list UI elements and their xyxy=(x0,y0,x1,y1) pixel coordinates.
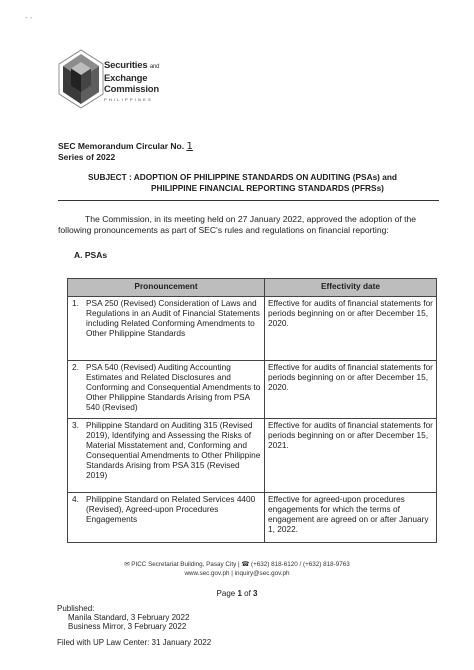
pronouncements-table xyxy=(67,278,437,543)
sec-logo-icon xyxy=(57,48,105,110)
header-effectivity: Effectivity date xyxy=(265,279,437,297)
subject xyxy=(88,172,397,194)
row-number: 2. xyxy=(68,361,85,419)
row-pronouncement: Philippine Standard on Auditing 315 (Revised 2019), Identifying and Assessing the Risks of Material Misstatement and, Conforming and Consequential Amendments to Other Philippine Standards Arising from PSA 315 (Revised 2019) xyxy=(84,419,265,493)
intro-line1: The Commission, in its meeting held on 27 January 2022, approved the adoption of the xyxy=(85,214,417,224)
memo-header xyxy=(58,141,193,163)
page-number xyxy=(0,589,474,598)
row-pronouncement: Philippine Standard on Related Services 4400 (Revised), Agreed-upon Procedures Engagements xyxy=(84,493,265,543)
corner-mark: - - xyxy=(25,13,33,22)
row-effectivity: Effective for audits of financial statements for periods beginning on or after December 15, 2020. xyxy=(265,361,437,419)
row-number: 3. xyxy=(68,419,85,493)
page-current: 1 xyxy=(237,589,242,598)
page-total: 3 xyxy=(253,589,258,598)
logo-line3: Commission xyxy=(104,84,160,95)
logo-line4: PHILIPPINES xyxy=(104,97,153,102)
divider xyxy=(58,200,439,201)
table-header-row xyxy=(68,279,437,297)
sec-logo-text xyxy=(104,60,159,105)
subject-line1: SUBJECT : ADOPTION OF PHILIPPINE STANDARDS ON AUDITING (PSAs) and xyxy=(88,172,397,182)
row-number: 1. xyxy=(68,297,85,361)
row-effectivity: Effective for audits of financial statements for periods beginning on or after December 15, 2021. xyxy=(265,419,437,493)
memo-number: 1 xyxy=(186,141,193,152)
row-pronouncement: PSA 250 (Revised) Consideration of Laws and Regulations in an Audit of Financial Statements including Related Conforming Amendments to Other Philippine Standards xyxy=(84,297,265,361)
intro-line2: following pronouncements as part of SEC's rules and regulations on financial reporting: xyxy=(58,225,389,235)
row-effectivity: Effective for agreed-upon procedures engagements for which the terms of engagement are agreed on or after January 1, 2022. xyxy=(265,493,437,543)
row-number: 4. xyxy=(68,493,85,543)
memo-label: SEC Memorandum Circular No. xyxy=(58,141,185,151)
footer-address: ✉ PICC Secretariat Building, Pasay City | ☎ (+632) 818-6120 / (+632) 818-9763 xyxy=(124,561,350,568)
table-row xyxy=(68,419,437,493)
row-effectivity: Effective for audits of financial statements for periods beginning on or after December 15, 2020. xyxy=(265,297,437,361)
published-item: Business Mirror, 3 February 2022 xyxy=(68,622,187,631)
logo-line1-suffix: and xyxy=(149,64,160,70)
intro-paragraph xyxy=(58,214,440,236)
logo-line2: Exchange xyxy=(104,73,148,84)
section-heading: A. PSAs xyxy=(74,250,108,260)
page-of: of xyxy=(241,589,254,598)
page-prefix: Page xyxy=(216,589,238,598)
published-label: Published: xyxy=(57,604,95,613)
row-pronouncement: PSA 540 (Revised) Auditing Accounting Estimates and Related Disclosures and Conforming and Consequential Amendments to Other Philippine Standards Arising from PSA 540 (Revised) xyxy=(84,361,265,419)
subject-line2: PHILIPPINE FINANCIAL REPORTING STANDARDS (PFRSs) xyxy=(151,183,384,193)
table-row xyxy=(68,361,437,419)
memo-series: Series of 2022 xyxy=(58,152,116,162)
filed-note: Filed with UP Law Center: 31 January 2022 xyxy=(57,638,212,647)
table-row xyxy=(68,297,437,361)
table-row xyxy=(68,493,437,543)
published-item: Manila Standard, 3 February 2022 xyxy=(68,613,190,622)
logo-line1: Securities xyxy=(104,60,148,71)
footer-contact: www.sec.gov.ph | inquiry@sec.gov.ph xyxy=(184,570,290,577)
header-pronouncement: Pronouncement xyxy=(68,279,265,297)
published-block xyxy=(57,604,189,631)
